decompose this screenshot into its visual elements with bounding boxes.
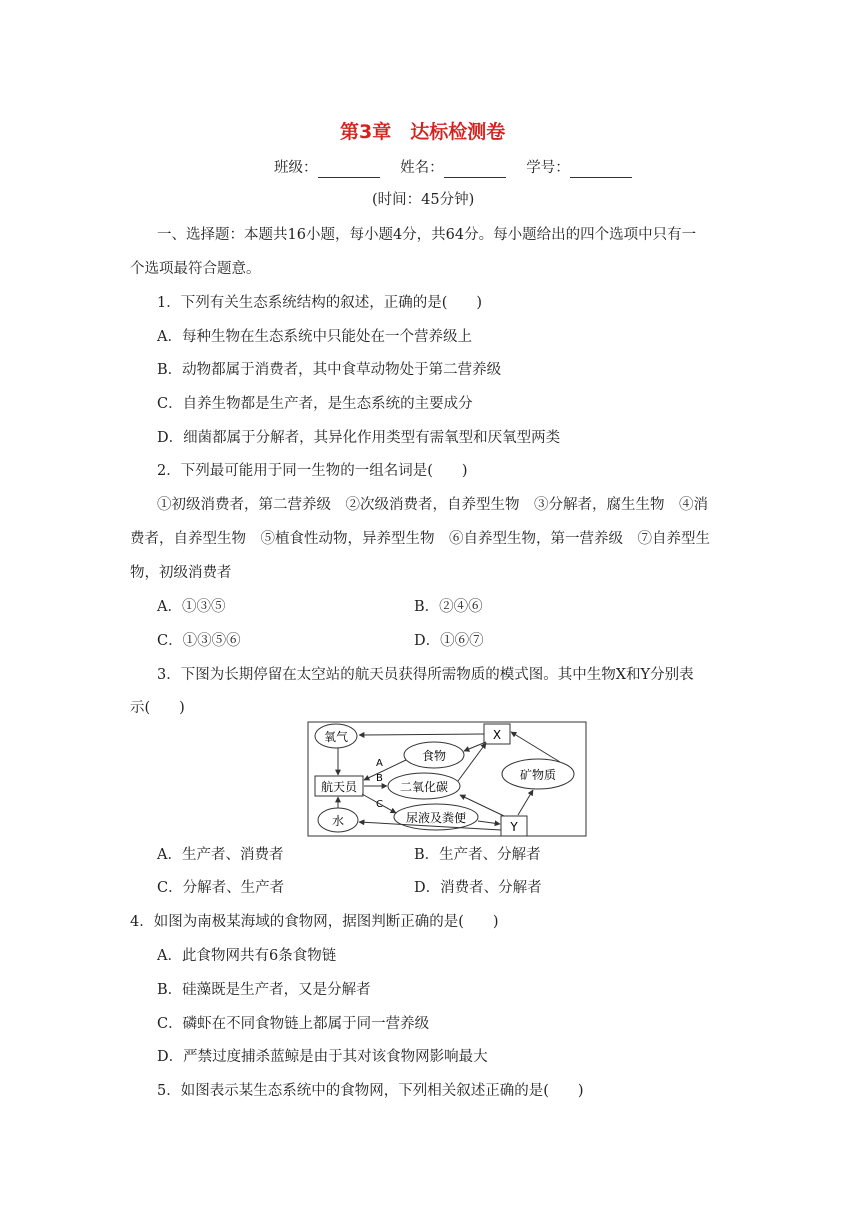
- q4-option-d: D．严禁过度捕杀蓝鲸是由于其对该食物网影响最大: [157, 1049, 488, 1065]
- q4-option-c: C．磷虾在不同食物链上都属于同一营养级: [157, 1016, 430, 1032]
- q2-option-b: B．②④⑥: [414, 599, 483, 615]
- waste-label: 尿液及粪便: [405, 811, 467, 825]
- q4-stem: 4．如图为南极某海域的食物网，据图判断正确的是( ): [130, 914, 499, 930]
- class-label: 班级：: [274, 160, 318, 176]
- q4-option-a: A．此食物网共有6条食物链: [157, 948, 337, 964]
- minerals-label: 矿物质: [519, 768, 557, 782]
- path-label-c: C: [376, 799, 383, 810]
- arrow-x-to-food: [464, 742, 486, 751]
- q2-stem: 2．下列最可能用于同一生物的一组名词是( ): [157, 463, 468, 479]
- page-title: 第3章 达标检测卷: [340, 121, 506, 143]
- arrow-co2-to-x: [458, 743, 486, 781]
- arrow-waste-to-y: [478, 821, 500, 824]
- student-id-label: 学号：: [526, 160, 570, 176]
- q3-option-d: D．消费者、分解者: [414, 880, 542, 896]
- q2-option-a: A．①③⑤: [157, 599, 226, 615]
- section-instruction-line1: 一、选择题：本题共16小题，每小题4分，共64分。每小题给出的四个选项中只有一: [157, 227, 697, 243]
- arrow-x-to-oxygen: [359, 734, 484, 735]
- path-label-b: B: [376, 773, 383, 784]
- q3-option-a: A．生产者、消费者: [157, 847, 284, 863]
- q2-option-c: C．①③⑤⑥: [157, 633, 241, 649]
- name-label: 姓名：: [400, 160, 444, 176]
- organism-x-label: X: [492, 728, 502, 742]
- co2-label: 二氧化碳: [399, 780, 449, 794]
- q3-option-b: B．生产者、分解者: [414, 847, 541, 863]
- arrow-y-to-minerals: [518, 790, 533, 815]
- student-id-blank[interactable]: [570, 163, 632, 178]
- q3-option-c: C．分解者、生产者: [157, 880, 285, 896]
- q1-stem: 1．下列有关生态系统结构的叙述，正确的是( ): [157, 295, 483, 311]
- q5-stem: 5．如图表示某生态系统中的食物网，下列相关叙述正确的是( ): [157, 1083, 584, 1099]
- q1-option-b: B．动物都属于消费者，其中食草动物处于第二营养级: [157, 362, 502, 378]
- q3-stem-line1: 3．下图为长期停留在太空站的航天员获得所需物质的模式图。其中生物X和Y分别表: [157, 667, 694, 683]
- name-blank[interactable]: [444, 163, 506, 178]
- section-instruction-line2: 个选项最符合题意。: [130, 261, 261, 277]
- q3-stem-line2: 示( ): [130, 700, 185, 716]
- oxygen-label: 氧气: [323, 730, 349, 744]
- astronaut-material-diagram: [298, 718, 598, 842]
- q2-items-line2: 费者，自养型生物 ⑤植食性动物，异养型生物 ⑥自养型生物，第一营养级 ⑦自养型生: [130, 531, 710, 547]
- food-label: 食物: [421, 749, 447, 763]
- astronaut-label: 航天员: [320, 780, 358, 794]
- path-label-a: A: [376, 758, 383, 769]
- q1-option-d: D．细菌都属于分解者，其异化作用类型有需氧型和厌氧型两类: [157, 430, 561, 446]
- q2-option-d: D．①⑥⑦: [414, 633, 484, 649]
- student-info-fields: [274, 158, 648, 178]
- arrow-minerals-to-x: [511, 732, 560, 762]
- q4-option-b: B．硅藻既是生产者，又是分解者: [157, 982, 371, 998]
- q1-option-c: C．自养生物都是生产者，是生态系统的主要成分: [157, 396, 473, 412]
- q2-items-line1: ①初级消费者，第二营养级 ②次级消费者，自养型生物 ③分解者，腐生生物 ④消: [157, 497, 708, 513]
- q2-items-line3: 物，初级消费者: [130, 565, 232, 581]
- organism-y-label: Y: [510, 820, 518, 834]
- q1-option-a: A．每种生物在生态系统中只能处在一个营养级上: [157, 329, 472, 345]
- class-blank[interactable]: [318, 163, 380, 178]
- water-label: 水: [331, 814, 345, 828]
- time-limit: (时间：45分钟): [372, 192, 475, 208]
